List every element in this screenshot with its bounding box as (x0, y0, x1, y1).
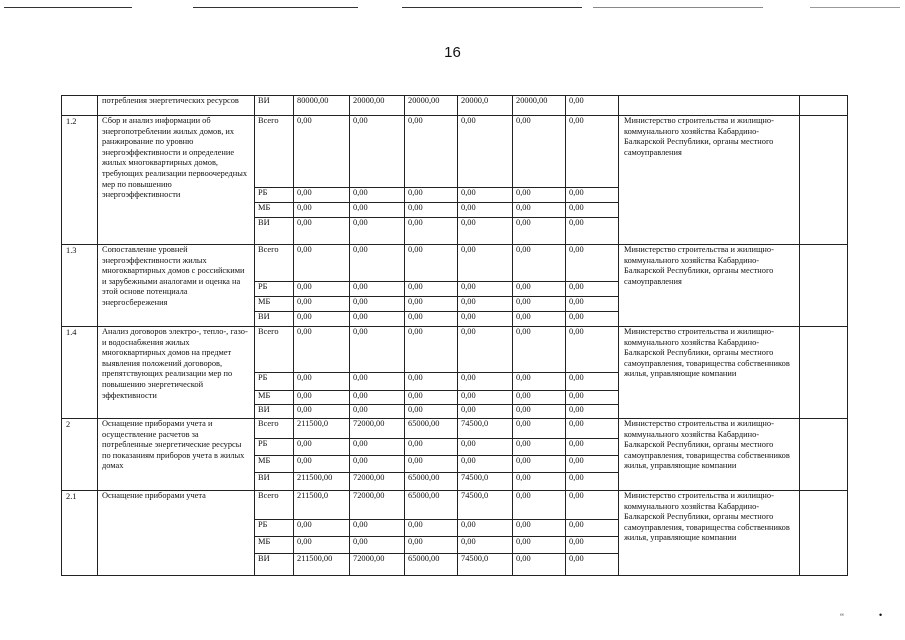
amount-cell: 0,00 (458, 537, 513, 554)
amount-cell: 0,00 (513, 373, 566, 391)
amount-cell: 0,00 (350, 327, 405, 373)
funding-source-cell: ВИ (255, 473, 294, 491)
top-rule-2 (193, 7, 358, 8)
top-rule-1 (4, 7, 132, 8)
activity-description-cell: потребления энергетических ресурсов (98, 96, 255, 116)
table-row (62, 116, 848, 188)
amount-cell: 0,00 (350, 188, 405, 203)
amount-cell: 0,00 (405, 245, 458, 282)
amount-cell: 0,00 (566, 456, 619, 473)
activity-description-cell: Анализ договоров электро-, тепло-, газо- и водоснабжения жилых многоквартирных домов на предмет выявления положений договоров, препятствующих реализации мер по повышению энергетической эффективности (98, 327, 255, 419)
responsible-executor-cell: Министерство строительства и жилищно-коммунального хозяйства Кабардино-Балкарской Республики, органы местного самоуправления, товарищества собственников жилья, управляющие компании (619, 419, 800, 491)
amount-cell: 0,00 (458, 456, 513, 473)
amount-cell: 0,00 (513, 203, 566, 218)
amount-cell: 0,00 (458, 520, 513, 537)
amount-cell: 0,00 (350, 373, 405, 391)
amount-cell: 0,00 (405, 520, 458, 537)
amount-cell: 0,00 (566, 419, 619, 439)
amount-cell: 0,00 (294, 405, 350, 419)
empty-cell (800, 491, 848, 576)
amount-cell: 74500,0 (458, 473, 513, 491)
amount-cell: 0,00 (513, 439, 566, 456)
amount-cell: 0,00 (566, 405, 619, 419)
amount-cell: 0,00 (566, 327, 619, 373)
amount-cell: 0,00 (513, 520, 566, 537)
amount-cell: 20000,00 (513, 96, 566, 116)
amount-cell: 72000,00 (350, 473, 405, 491)
amount-cell: 0,00 (294, 520, 350, 537)
row-number-cell: 2.1 (62, 491, 98, 576)
amount-cell: 0,00 (513, 473, 566, 491)
responsible-executor-cell: Министерство строительства и жилищно-коммунального хозяйства Кабардино-Балкарской Республики, органы местного самоуправления (619, 245, 800, 327)
table-row (62, 327, 848, 373)
amount-cell: 0,00 (405, 218, 458, 245)
activity-description-cell: Сопоставление уровней энергоэффективности жилых многоквартирных домов с российскими и зарубежными аналогами и оценка на этой основе потенциала энергосбережения (98, 245, 255, 327)
amount-cell: 211500,00 (294, 554, 350, 576)
table-row (62, 96, 848, 116)
funding-source-cell: Всего (255, 491, 294, 520)
amount-cell: 0,00 (458, 405, 513, 419)
amount-cell: 0,00 (294, 327, 350, 373)
amount-cell: 0,00 (513, 405, 566, 419)
amount-cell: 20000,00 (350, 96, 405, 116)
amount-cell: 0,00 (294, 188, 350, 203)
amount-cell: 0,00 (405, 282, 458, 297)
amount-cell: 72000,00 (350, 491, 405, 520)
amount-cell: 72000,00 (350, 554, 405, 576)
amount-cell: 0,00 (566, 491, 619, 520)
empty-cell (800, 327, 848, 419)
amount-cell: 0,00 (458, 282, 513, 297)
row-number-cell: 1.2 (62, 116, 98, 245)
amount-cell: 0,00 (350, 282, 405, 297)
responsible-executor-cell: Министерство строительства и жилищно-коммунального хозяйства Кабардино-Балкарской Республики, органы местного самоуправления (619, 116, 800, 245)
amount-cell: 0,00 (294, 391, 350, 405)
funding-source-cell: ВИ (255, 218, 294, 245)
amount-cell: 0,00 (405, 439, 458, 456)
amount-cell: 0,00 (566, 218, 619, 245)
amount-cell: 74500,0 (458, 554, 513, 576)
amount-cell: 0,00 (513, 554, 566, 576)
funding-source-cell: Всего (255, 419, 294, 439)
amount-cell: 0,00 (405, 373, 458, 391)
row-number-cell: 2 (62, 419, 98, 491)
empty-cell (800, 116, 848, 245)
scan-mark: • (879, 610, 883, 620)
amount-cell: 0,00 (513, 327, 566, 373)
amount-cell: 0,00 (405, 297, 458, 312)
amount-cell: 0,00 (513, 297, 566, 312)
funding-source-cell: МБ (255, 391, 294, 405)
row-number-cell: 1.3 (62, 245, 98, 327)
amount-cell: 72000,00 (350, 419, 405, 439)
amount-cell: 0,00 (566, 473, 619, 491)
amount-cell: 0,00 (566, 297, 619, 312)
responsible-executor-cell: Министерство строительства и жилищно-коммунального хозяйства Кабардино-Балкарской Республики, органы местного самоуправления, товарищества собственников жилья, управляющие компании (619, 491, 800, 576)
amount-cell: 0,00 (405, 391, 458, 405)
row-number-cell (62, 96, 98, 116)
amount-cell: 0,00 (405, 537, 458, 554)
table-row (62, 419, 848, 439)
amount-cell: 65000,00 (405, 491, 458, 520)
amount-cell: 65000,00 (405, 419, 458, 439)
amount-cell: 0,00 (350, 203, 405, 218)
amount-cell: 0,00 (566, 312, 619, 327)
amount-cell: 0,00 (458, 312, 513, 327)
amount-cell: 0,00 (458, 203, 513, 218)
amount-cell: 0,00 (513, 419, 566, 439)
amount-cell: 0,00 (294, 116, 350, 188)
amount-cell: 0,00 (566, 391, 619, 405)
amount-cell: 0,00 (350, 537, 405, 554)
amount-cell: 0,00 (513, 537, 566, 554)
amount-cell: 0,00 (294, 297, 350, 312)
funding-source-cell: МБ (255, 203, 294, 218)
amount-cell: 0,00 (405, 188, 458, 203)
funding-source-cell: МБ (255, 456, 294, 473)
funding-source-cell: РБ (255, 373, 294, 391)
amount-cell: 0,00 (350, 245, 405, 282)
amount-cell: 65000,00 (405, 554, 458, 576)
amount-cell: 0,00 (566, 554, 619, 576)
amount-cell: 0,00 (566, 537, 619, 554)
amount-cell: 65000,00 (405, 473, 458, 491)
amount-cell: 0,00 (350, 391, 405, 405)
table-row (62, 491, 848, 520)
funding-source-cell: МБ (255, 537, 294, 554)
amount-cell: 0,00 (566, 282, 619, 297)
amount-cell: 0,00 (294, 218, 350, 245)
amount-cell: 0,00 (458, 116, 513, 188)
amount-cell: 0,00 (405, 203, 458, 218)
amount-cell: 0,00 (294, 203, 350, 218)
amount-cell: 0,00 (566, 245, 619, 282)
amount-cell: 0,00 (566, 116, 619, 188)
funding-source-cell: РБ (255, 439, 294, 456)
amount-cell: 0,00 (513, 391, 566, 405)
amount-cell: 0,00 (513, 188, 566, 203)
amount-cell: 0,00 (350, 456, 405, 473)
amount-cell: 0,00 (513, 116, 566, 188)
activity-description-cell: Оснащение приборами учета и осуществление расчетов за потребленные энергетические ресурсы по показаниям приборов учета в жилых домах (98, 419, 255, 491)
amount-cell: 0,00 (458, 188, 513, 203)
amount-cell: 0,00 (513, 491, 566, 520)
amount-cell: 0,00 (350, 439, 405, 456)
empty-cell (800, 96, 848, 116)
top-rule-3 (402, 7, 582, 8)
amount-cell: 0,00 (294, 373, 350, 391)
funding-source-cell: МБ (255, 297, 294, 312)
amount-cell: 0,00 (458, 327, 513, 373)
funding-source-cell: РБ (255, 188, 294, 203)
amount-cell: 0,00 (294, 245, 350, 282)
amount-cell: 0,00 (350, 116, 405, 188)
amount-cell: 0,00 (458, 245, 513, 282)
responsible-executor-cell (619, 96, 800, 116)
amount-cell: 20000,0 (458, 96, 513, 116)
funding-source-cell: РБ (255, 282, 294, 297)
amount-cell: 0,00 (350, 405, 405, 419)
amount-cell: 0,00 (458, 391, 513, 405)
amount-cell: 0,00 (405, 116, 458, 188)
amount-cell: 0,00 (294, 537, 350, 554)
page-number: 16 (444, 44, 461, 61)
amount-cell: 0,00 (350, 312, 405, 327)
amount-cell: 0,00 (513, 312, 566, 327)
amount-cell: 0,00 (405, 456, 458, 473)
amount-cell: 0,00 (294, 312, 350, 327)
amount-cell: 0,00 (458, 218, 513, 245)
funding-source-cell: Всего (255, 116, 294, 188)
amount-cell: 0,00 (513, 456, 566, 473)
funding-source-cell: ВИ (255, 312, 294, 327)
activity-description-cell: Оснащение приборами учета (98, 491, 255, 576)
program-table (61, 95, 848, 576)
amount-cell: 0,00 (405, 312, 458, 327)
empty-cell (800, 245, 848, 327)
amount-cell: 0,00 (566, 520, 619, 537)
funding-source-cell: ВИ (255, 405, 294, 419)
amount-cell: 0,00 (350, 297, 405, 312)
amount-cell: 0,00 (458, 297, 513, 312)
amount-cell: 0,00 (294, 439, 350, 456)
responsible-executor-cell: Министерство строительства и жилищно-коммунального хозяйства Кабардино-Балкарской Республики, органы местного самоуправления, товарищества собственников жилья, управляющие компании (619, 327, 800, 419)
amount-cell: 74500,0 (458, 419, 513, 439)
amount-cell: 211500,0 (294, 419, 350, 439)
amount-cell: 0,00 (566, 188, 619, 203)
amount-cell: 0,00 (566, 96, 619, 116)
amount-cell: 0,00 (405, 327, 458, 373)
amount-cell: 0,00 (513, 245, 566, 282)
table-row (62, 245, 848, 282)
amount-cell: 0,00 (294, 456, 350, 473)
amount-cell: 0,00 (458, 373, 513, 391)
top-rule-5 (810, 7, 900, 8)
empty-cell (800, 419, 848, 491)
amount-cell: 0,00 (350, 520, 405, 537)
amount-cell: 211500,00 (294, 473, 350, 491)
amount-cell: 0,00 (566, 203, 619, 218)
activity-description-cell: Сбор и анализ информации об энергопотреблении жилых домов, их ранжирование по уровню энергоэффективности и определение жилых многоквартирных домов, требующих реализации первоочередных мер по повышению энергоэффективности (98, 116, 255, 245)
top-rule-4 (593, 7, 763, 8)
funding-source-cell: Всего (255, 245, 294, 282)
amount-cell: 0,00 (513, 218, 566, 245)
amount-cell: 74500,0 (458, 491, 513, 520)
funding-source-cell: РБ (255, 520, 294, 537)
amount-cell: 0,00 (513, 282, 566, 297)
amount-cell: 0,00 (350, 218, 405, 245)
amount-cell: 0,00 (566, 373, 619, 391)
amount-cell: 0,00 (566, 439, 619, 456)
amount-cell: 0,00 (458, 439, 513, 456)
funding-source-cell: ВИ (255, 554, 294, 576)
amount-cell: 20000,00 (405, 96, 458, 116)
amount-cell: 80000,00 (294, 96, 350, 116)
amount-cell: 211500,0 (294, 491, 350, 520)
funding-source-cell: Всего (255, 327, 294, 373)
row-number-cell: 1.4 (62, 327, 98, 419)
scan-mark: ʻʻ (840, 612, 844, 622)
amount-cell: 0,00 (294, 282, 350, 297)
funding-source-cell: ВИ (255, 96, 294, 116)
amount-cell: 0,00 (405, 405, 458, 419)
